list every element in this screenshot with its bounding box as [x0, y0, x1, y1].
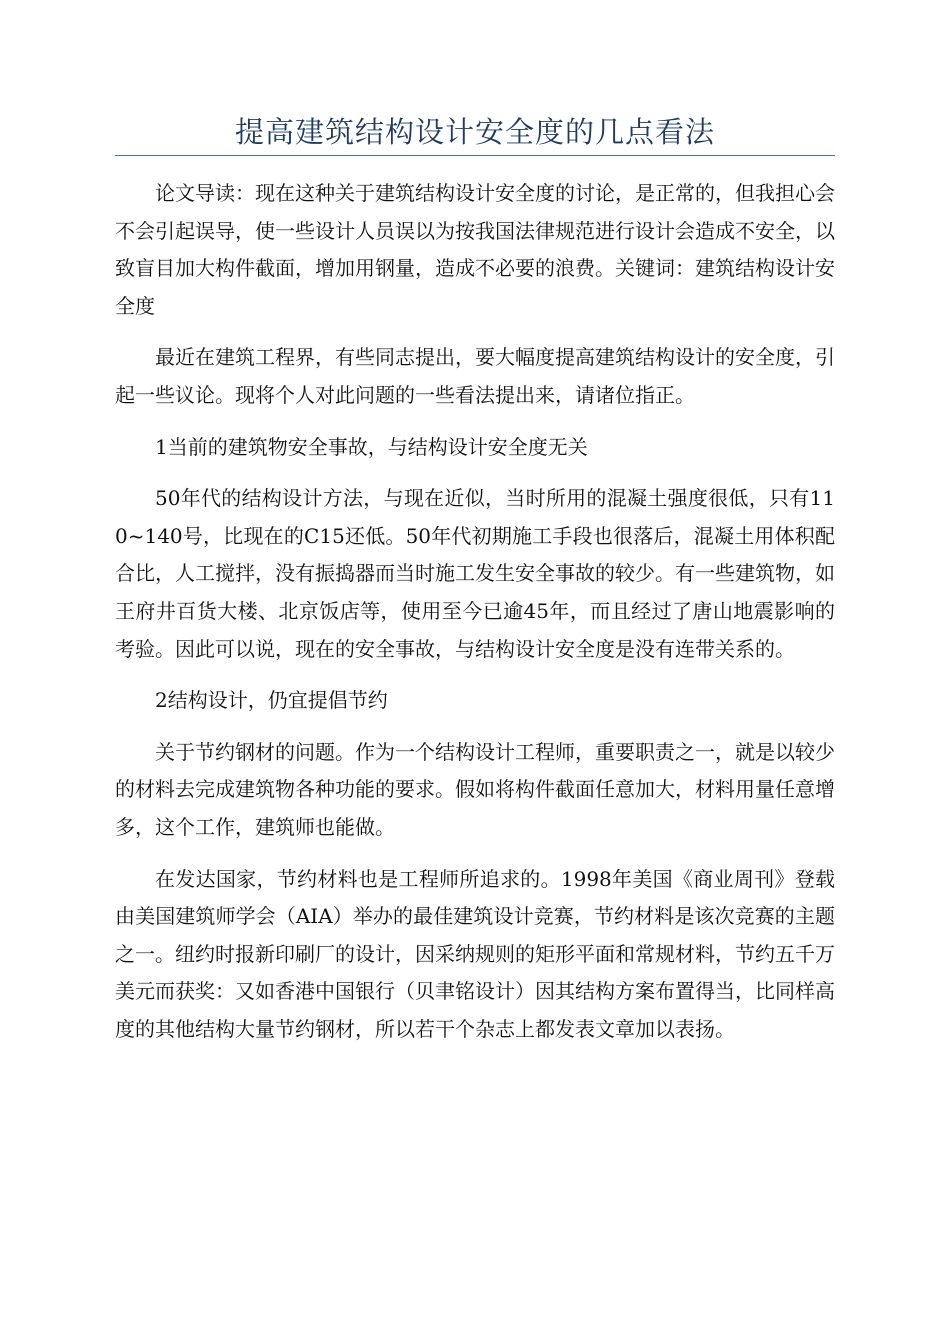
title-underline: [115, 155, 835, 156]
paragraph-abstract: 论文导读：现在这种关于建筑结构设计安全度的讨论，是正常的，但我担心会不会引起误导，使一些设计人员误以为按我国法律规范进行设计会造成不安全，以致盲目加大构件截面，增加用钢量，造成不必要的浪费。关键词：建筑结构设计安全度: [115, 181, 835, 318]
paragraph-intro: 最近在建筑工程界，有些同志提出，要大幅度提高建筑结构设计的安全度，引起一些议论。现将个人对此问题的一些看法提出来，请诸位指正。: [115, 345, 835, 407]
document-title: 提高建筑结构设计安全度的几点看法: [234, 115, 715, 149]
paragraph-section-2b: 在发达国家，节约材料也是工程师所追求的。1998年美国《商业周刊》登载由美国建筑师学会（AIA）举办的最佳建筑设计竞赛，节约材料是该次竞赛的主题之一。纽约时报新印刷厂的设计，因采纳规则的矩形平面和常规材料，节约五千万美元而获奖：又如香港中国银行（贝聿铭设计）因其结构方案布置得当，比同样高度的其他结构大量节约钢材，所以若干个杂志上都发表文章加以表扬。: [115, 866, 835, 1041]
paragraph-section-1: 50年代的结构设计方法，与现在近似，当时所用的混凝土强度很低，只有110~140号，比现在的C15还低。50年代初期施工手段也很落后，混凝土用体积配合比，人工搅拌，没有振捣器而当时施工发生安全事故的较少。有一些建筑物，如王府井百货大楼、北京饭店等，使用至今已逾45年，而且经过了唐山地震影响的考验。因此可以说，现在的安全事故，与结构设计安全度是没有连带关系的。: [115, 486, 835, 661]
document-body: [115, 175, 835, 1062]
section-heading-1: 1当前的建筑物安全事故，与结构设计安全度无关: [155, 434, 588, 459]
section-heading-2: 2结构设计，仍宜提倡节约: [155, 688, 388, 713]
paragraph-section-2a: 关于节约钢材的问题。作为一个结构设计工程师，重要职责之一，就是以较少的材料去完成建筑物各种功能的要求。假如将构件截面任意加大，材料用量任意增多，这个工作，建筑师也能做。: [115, 739, 835, 839]
